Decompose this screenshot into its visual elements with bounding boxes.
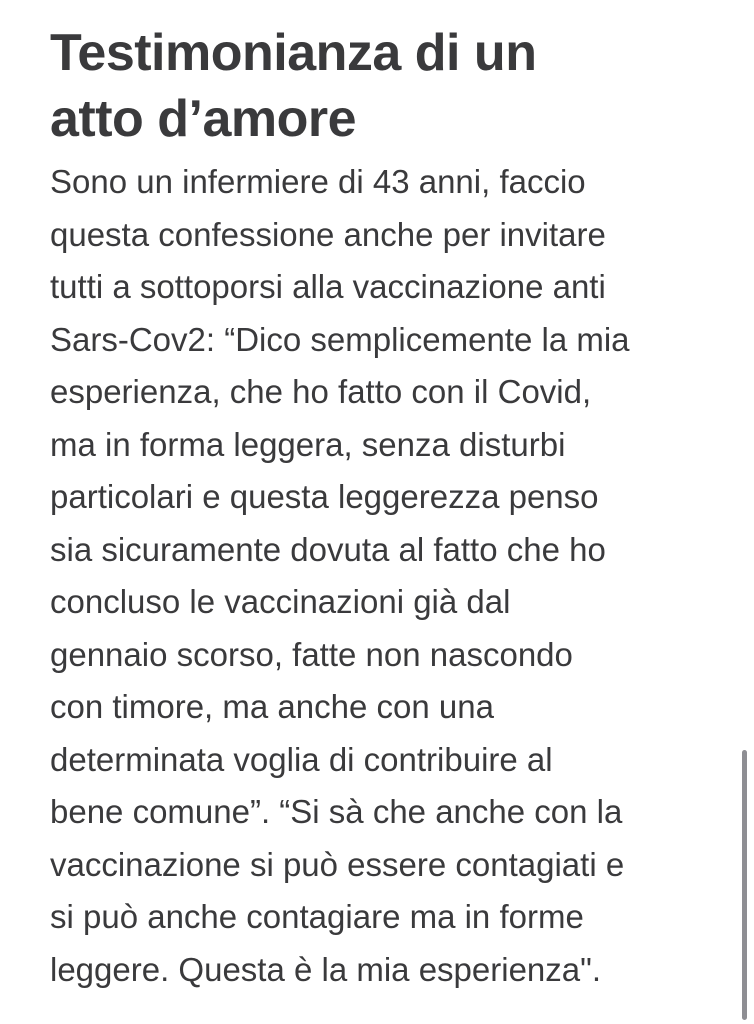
- body-line: si può anche contagiare ma in forme: [50, 898, 584, 935]
- body-line: gennaio scorso, fatte non nascondo: [50, 635, 573, 673]
- body-line: vaccinazione si può essere contagiati e: [50, 845, 625, 883]
- article-body: [50, 156, 730, 996]
- body-line: con timore, ma anche con una: [50, 688, 494, 725]
- article-title-line: atto d’amore: [50, 90, 357, 148]
- body-line: tutti a sottoporsi alla vaccinazione anti: [50, 268, 606, 305]
- body-line: determinata voglia di contribuire al: [50, 740, 553, 778]
- article-title-line: Testimonianza di un: [50, 24, 537, 82]
- vertical-scrollbar[interactable]: [742, 750, 747, 1020]
- body-line: concluso le vaccinazioni già dal: [50, 583, 511, 620]
- article: [50, 20, 730, 996]
- body-line: Sono un infermiere di 43 anni, faccio: [50, 163, 586, 200]
- body-line: esperienza, che ho fatto con il Covid,: [50, 373, 592, 410]
- body-line: particolari e questa leggerezza penso: [50, 478, 599, 515]
- body-line: Sars-Cov2: “Dico semplicemente la mia: [50, 320, 630, 358]
- body-line: ma in forma leggera, senza disturbi: [50, 425, 566, 463]
- article-title: [50, 20, 730, 152]
- body-line: sia sicuramente dovuta al fatto che ho: [50, 530, 606, 568]
- body-line: leggere. Questa è la mia esperienza".: [50, 950, 602, 988]
- body-line: questa confessione anche per invitare: [50, 215, 606, 253]
- body-line: bene comune”. “Si sà che anche con la: [50, 793, 623, 830]
